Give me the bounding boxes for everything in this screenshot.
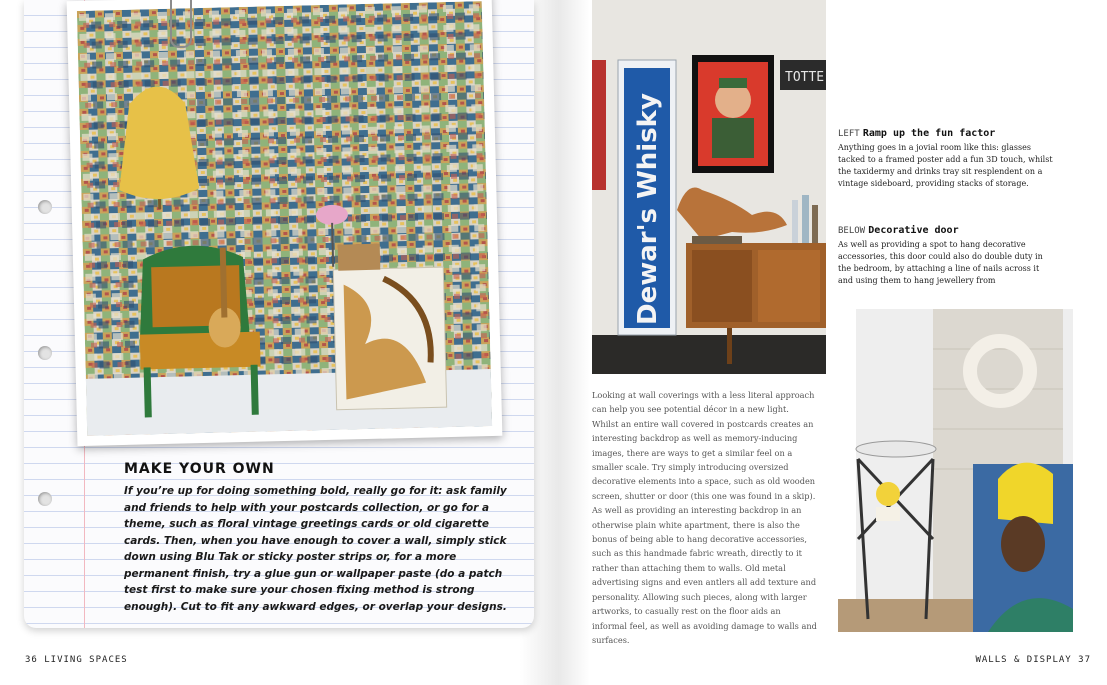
caption-left-body: Anything goes in a jovial room like this: glasses tacked to a framed poster add a fun 3D touch, whilst the taxidermy and drinks tray sit resplendent on a vintage sideboard, providing stacks of storage.: [838, 143, 1053, 188]
door-wreath-image: [838, 309, 1073, 632]
caption-left-title: Ramp up the fun factor: [862, 128, 996, 139]
note-body: If you’re up for doing something bold, really go for it: ask family and friends to help with your postcards collection, or go for a theme, such as floral vintage greetings cards or old cigarette cards. Then, when you have enough to cover a wall, simply stick down using Blu Tak or sticky poster strips or, for a more permanent finish, try a glue gun or wallpaper paste (do a patch test first to make sure your chosen fixing method is strong enough). Cut to fit any awkward edges, or overlap your designs.: [124, 485, 507, 613]
top-sign-text: TOTTE: [785, 70, 825, 85]
whisky-sign-text: Dewar's Whisky: [633, 93, 663, 325]
caption-below-heading: [838, 225, 1053, 236]
paperclip-icon: [170, 0, 192, 48]
folio-left: 36 LIVING SPACES: [25, 655, 128, 665]
caption-below-label: BELOW: [838, 226, 866, 236]
caption-below: [838, 225, 1053, 287]
notebook-card: [24, 0, 534, 628]
caption-below-title: Decorative door: [868, 225, 959, 236]
binder-hole: [38, 346, 52, 360]
caption-left-heading: [838, 128, 1053, 139]
caption-left: [838, 128, 1053, 190]
whisky-sign-room-image: [592, 0, 826, 374]
caption-below-body: As well as providing a spot to hang decorative accessories, this door could also do double duty in the bedroom, by attaching a line of nails across it and using them to hang jewellery from: [838, 240, 1043, 285]
whisky-sign-room-photo: [592, 0, 826, 378]
caption-left-label: LEFT: [838, 129, 860, 139]
door-wreath-photo: [838, 309, 1073, 636]
folio-right: WALLS & DISPLAY 37: [975, 655, 1091, 665]
postcard-wall-image: [77, 1, 492, 436]
binder-hole: [38, 492, 52, 506]
main-text: Looking at wall coverings with a less literal approach can help you see potential décor in a new light. Whilst an entire wall covered in postcards creates an interesting backdrop as well as memory-inducing images, there are ways to get a similar feel on a smaller scale. Try simply introducing oversized decorative elements into a space, such as old wooden screen, shutter or door (this one was found in a skip). As well as providing an interesting backdrop in an otherwise plain white apartment, there is also the bonus of being able to hang decorative accessories, such as this handmade fabric wreath, directly to it rather than attaching them to walls. Old metal advertising signs and even antlers all add texture and personality. Allowing such pieces, along with larger artworks, to casually rest on the floor aids an informal feel, as well as avoiding damage to walls and surfaces.: [592, 390, 817, 645]
binder-hole: [38, 200, 52, 214]
postcard-wall-photo: [67, 0, 503, 446]
note-title: MAKE YOUR OWN: [124, 461, 275, 477]
